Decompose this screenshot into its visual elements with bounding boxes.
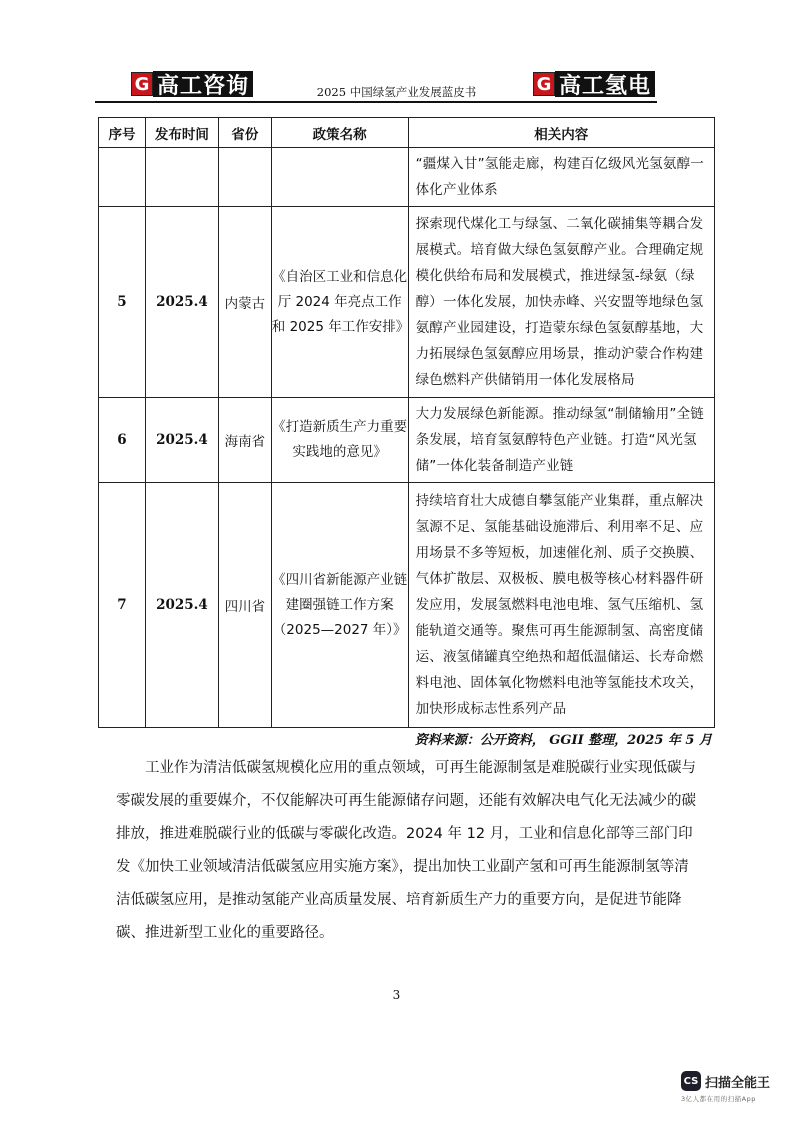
table-row [99,207,715,398]
logo-text: 高工咨询 [153,71,253,97]
scanner-app-name: 扫描全能王 [705,1075,771,1091]
document-title: 2025 中国绿氢产业发展蓝皮书 [316,85,477,99]
column-header-policy: 政策名称 [271,118,408,148]
camscanner-icon: CS [681,1071,701,1091]
row-number: 5 [99,207,146,398]
province: 四川省 [218,483,271,728]
content-cell: 持续培育壮大成德自攀氢能产业集群，重点解决氢源不足、氢能基础设施滞后、利用率不足、应用场景不多等短板，加速催化剂、质子交换膜、气体扩散层、双极板、膜电极等核心材料器件研发应用，发展氢燃料电池电堆、氢气压缩机、氢能轨道交通等。聚焦可再生能源制氢、高密度储运、液氢储罐真空绝热和超低温储运、长寿命燃料电池、固体氧化物燃料电池等氢能技术攻关，加快形成标志性系列产品 [408,483,714,728]
scanner-tagline: 3亿人都在用的扫描App [681,1095,756,1103]
province: 海南省 [218,398,271,483]
table-cell [99,148,146,207]
logo-gaogong-hydrogen [533,69,655,99]
table-header-row [99,118,715,148]
release-date: 2025.4 [145,207,218,398]
policy-name: 《打造新质生产力重要实践地的意见》 [271,398,408,483]
column-header-content: 相关内容 [408,118,714,148]
policy-name: 《自治区工业和信息化厅 2024 年亮点工作和 2025 年工作安排》 [271,207,408,398]
table-cell [218,148,271,207]
column-header-province: 省份 [218,118,271,148]
row-number: 7 [99,483,146,728]
header-divider [95,101,657,103]
content-cell: 大力发展绿色新能源。推动绿氢“制储输用”全链条发展，培育氢氨醇特色产业链。打造“风光氢储”一体化装备制造产业链 [408,398,714,483]
page-number: 3 [392,988,401,1002]
table-row [99,398,715,483]
table-row [99,483,715,728]
province: 内蒙古 [218,207,271,398]
body-paragraph: 工业作为清洁低碳氢规模化应用的重点领域，可再生能源制氢是难脱碳行业实现低碳与零碳发展的重要媒介，不仅能解决可再生能源储存问题，还能有效解决电气化无法减少的碳排放，推进难脱碳行业的低碳与零碳化改造。2024 年 12 月，工业和信息化部等三部门印发《加快工业领域清洁低碳氢应用实施方案》，提出加快工业副产氢和可再生能源制氢等清洁低碳氢应用，是推动氢能产业高质量发展、培育新质生产力的重要方向，是促进节能降碳、推进新型工业化的重要路径。 [116,760,696,941]
column-header-no: 序号 [99,118,146,148]
logo-mark-icon: G [131,72,153,96]
scanner-watermark [681,1071,781,1103]
logo-mark-icon: G [533,72,555,96]
content-cell: “疆煤入甘”氢能走廊，构建百亿级风光氢氨醇一体化产业体系 [408,148,714,207]
content-cell: 探索现代煤化工与绿氢、二氧化碳捕集等耦合发展模式。培育做大绿色氢氨醇产业。合理确定规模化供给布局和发展模式，推进绿氢-绿氨（绿醇）一体化发展，加快赤峰、兴安盟等地绿色氢氨醇产业园建设，打造蒙东绿色氢氨醇基地，大力拓展绿色氢氨醇应用场景，推动沪蒙合作构建绿色燃料产供储销用一体化发展格局 [408,207,714,398]
table-cell [271,148,408,207]
column-header-date: 发布时间 [145,118,218,148]
table-cell [145,148,218,207]
table-row [99,148,715,207]
row-number: 6 [99,398,146,483]
release-date: 2025.4 [145,398,218,483]
policy-table [98,117,715,728]
source-note: 资料来源：公开资料， GGII 整理，2025 年 5 月 [414,733,712,748]
release-date: 2025.4 [145,483,218,728]
policy-name: 《四川省新能源产业链建圈强链工作方案（2025—2027 年）》 [271,483,408,728]
logo-text: 高工氢电 [555,71,655,97]
